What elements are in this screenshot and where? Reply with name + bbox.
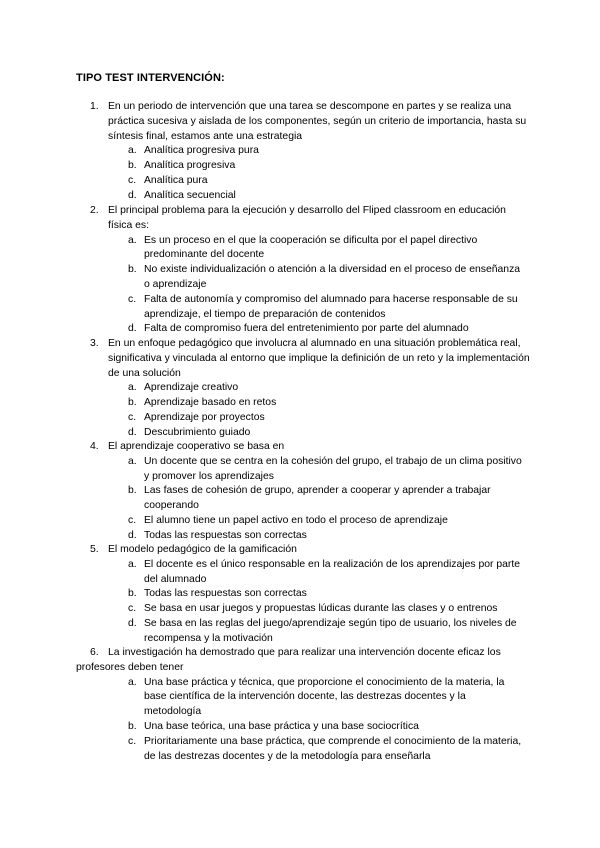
question-4 — [90, 440, 530, 544]
options-list — [90, 144, 530, 203]
option-text: Aprendizaje basado en retos — [144, 397, 277, 409]
option-text: Aprendizaje por proyectos — [144, 411, 265, 423]
option — [128, 529, 522, 544]
option — [128, 602, 522, 617]
option-text: Falta de compromiso fuera del entretenimiento por parte del alumnado — [144, 323, 469, 335]
option-letter: b. — [128, 588, 137, 600]
option — [128, 144, 522, 159]
options-list — [90, 558, 530, 647]
option-text: Se basa en usar juegos y propuestas lúdicas durante las clases y o entrenos — [144, 603, 498, 615]
option-letter: b. — [128, 397, 137, 409]
option-letter: d. — [128, 426, 137, 438]
option-letter: c. — [128, 174, 137, 186]
option-text: El docente es el único responsable en la realización de los aprendizajes por parte del alumnado — [144, 558, 521, 585]
option — [128, 720, 522, 735]
question-3 — [90, 337, 533, 441]
option-letter: d. — [128, 323, 137, 335]
option-letter: b. — [128, 485, 137, 497]
option-text: Falta de autonomía y compromiso del alumnado para hacerse responsable de su aprendizaje, el tiempo de preparación de contenidos — [144, 293, 518, 320]
option-text: Un docente que se centra en la cohesión del grupo, el trabajo de un clima positivo y promover los aprendizajes — [144, 455, 522, 482]
options-list — [90, 234, 530, 338]
option-letter: a. — [128, 145, 137, 157]
question-2 — [90, 204, 530, 337]
question-text: En un periodo de intervención que una tarea se descompone en partes y se realiza una práctica sucesiva y aislada de los componentes, según un criterio de importancia, hasta su síntesis final, estamos ante una estrategia — [108, 101, 530, 142]
option — [128, 426, 522, 441]
option — [128, 263, 522, 293]
option — [128, 676, 522, 720]
option-letter: d. — [128, 617, 137, 629]
question-number: 3. — [90, 338, 99, 349]
option — [128, 617, 522, 647]
option-text: Analítica pura — [144, 174, 208, 186]
option-text: No existe individualización o atención a la diversidad en el proceso de enseñanza o aprendizaje — [144, 264, 521, 290]
option-text: Aprendizaje creativo — [144, 382, 239, 394]
question-text: El modelo pedagógico de la gamificación — [108, 544, 297, 555]
option-letter: a. — [128, 234, 137, 246]
page-title: TIPO TEST INTERVENCIÓN: — [76, 72, 225, 84]
option-text: El alumno tiene un papel activo en todo el proceso de aprendizaje — [144, 514, 448, 526]
option-letter: b. — [128, 720, 137, 732]
options-list — [90, 676, 530, 765]
option-text: Analítica progresiva pura — [144, 145, 259, 157]
option-letter: b. — [128, 160, 137, 172]
option — [128, 322, 522, 337]
option-text: Se basa en las reglas del juego/aprendizaje según tipo de usuario, los niveles de recompensa y la motivación — [144, 617, 517, 644]
option-text: Una base teórica, una base práctica y una base sociocrítica — [144, 720, 419, 732]
option — [128, 234, 522, 264]
question-1 — [90, 100, 530, 204]
question-text: El aprendizaje cooperativo se basa en — [108, 441, 285, 452]
question-number: 6. — [90, 647, 99, 658]
option — [128, 189, 522, 204]
option-letter: a. — [128, 382, 137, 394]
option-letter: b. — [128, 264, 137, 276]
option-letter: d. — [128, 529, 137, 541]
option-letter: c. — [128, 411, 137, 423]
question-text: En un enfoque pedagógico que involucra al alumnado en una situación problemática real, significativa y vinculada al entorno que implique la definición de un reto y la implementación de una solución — [108, 338, 533, 379]
option-text: Todas las respuestas son correctas — [144, 588, 307, 600]
question-6 — [76, 646, 530, 764]
question-5 — [90, 543, 530, 647]
options-list — [90, 455, 530, 544]
option-letter: a. — [128, 676, 137, 688]
option-letter: d. — [128, 189, 137, 201]
option-text: Todas las respuestas son correctas — [144, 529, 307, 541]
option — [128, 174, 522, 189]
question-number: 2. — [90, 205, 99, 216]
question-text: El principal problema para la ejecución y desarrollo del Fliped classroom en educación física es: — [108, 205, 509, 231]
options-list — [90, 381, 530, 440]
option-letter: a. — [128, 455, 137, 467]
option-text: Descubrimiento guiado — [144, 426, 251, 438]
option-text: Analítica secuencial — [144, 189, 236, 201]
option — [128, 735, 522, 765]
option-letter: c. — [128, 603, 137, 615]
option-letter: a. — [128, 558, 137, 570]
option — [128, 381, 522, 396]
option — [128, 411, 522, 426]
question-number: 5. — [90, 544, 99, 555]
question-number: 1. — [90, 101, 99, 112]
question-number: 4. — [90, 441, 99, 452]
option — [128, 514, 522, 529]
option — [128, 455, 522, 485]
option-text: Analítica progresiva — [144, 160, 236, 172]
option — [128, 558, 522, 588]
option — [128, 587, 522, 602]
option-text: Una base práctica y técnica, que proporcione el conocimiento de la materia, la base científica de la intervención docente, las destrezas docentes y la metodología — [144, 676, 505, 718]
option-letter: c. — [128, 293, 137, 305]
option — [128, 484, 522, 514]
option-letter: c. — [128, 514, 137, 526]
option — [128, 159, 522, 174]
option-text: Las fases de cohesión de grupo, aprender a cooperar y aprender a trabajar cooperando — [144, 485, 491, 512]
question-text: La investigación ha demostrado que para realizar una intervención docente eficaz los profesores deben tener — [76, 647, 504, 673]
option — [128, 293, 522, 323]
option-text: Es un proceso en el que la cooperación se dificulta por el papel directivo predominante del docente — [144, 234, 478, 261]
option-text: Prioritariamente una base práctica, que comprende el conocimiento de la materia, de las destrezas docentes y de la metodología para enseñarla — [144, 735, 522, 762]
option-letter: c. — [128, 735, 137, 747]
option — [128, 396, 522, 411]
